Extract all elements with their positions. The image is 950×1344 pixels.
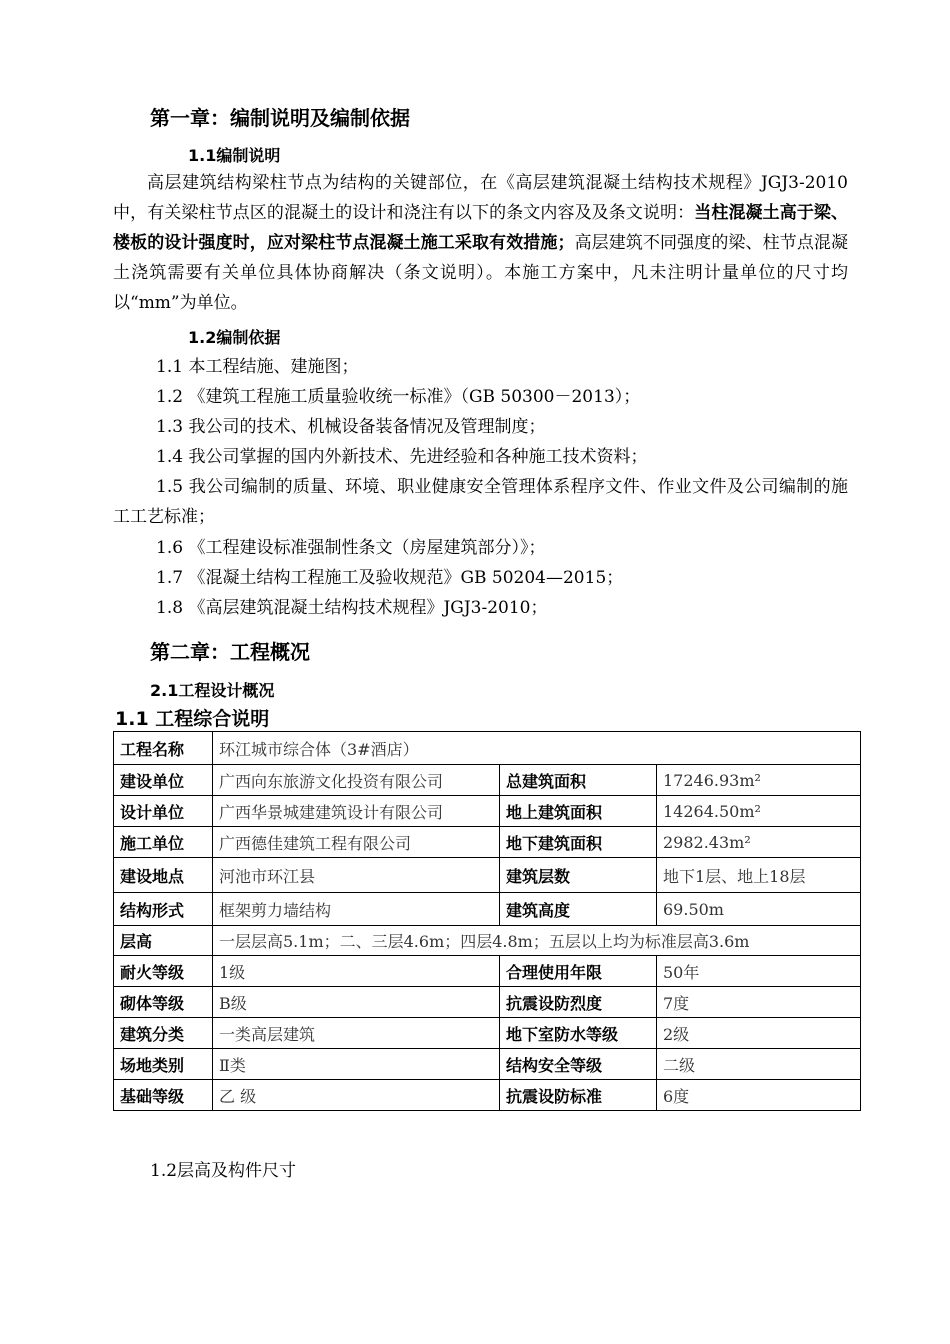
field-label: 层高 <box>114 926 213 956</box>
project-info-table <box>113 731 861 1111</box>
field-value: 69.50m <box>657 893 861 926</box>
field-label: 地上建筑面积 <box>500 796 657 827</box>
table-row <box>114 858 861 893</box>
field-label: 抗震设防烈度 <box>500 987 657 1018</box>
field-value: 广西德佳建筑工程有限公司 <box>213 827 500 858</box>
field-value: 17246.93m² <box>657 765 861 796</box>
field-value: 环江城市综合体（3#酒店） <box>213 732 861 765</box>
field-value: 地下1层、地上18层 <box>657 858 861 893</box>
table-title: 1.1 工程综合说明 <box>115 708 270 730</box>
field-value: 50年 <box>657 956 861 987</box>
basis-item: 1.3 我公司的技术、机械设备装备情况及管理制度； <box>156 417 546 437</box>
field-label: 场地类别 <box>114 1049 213 1080</box>
field-label: 施工单位 <box>114 827 213 858</box>
table-row <box>114 893 861 926</box>
section-1-2-title: 1.2编制依据 <box>188 328 281 347</box>
paragraph-text-b: 高层建筑不同强度的梁、柱节点混凝土浇筑需要有关单位具体协商解决（条文说明）。本施工方案中，凡未注明计量单位的尺寸均以“mm”为单位。 <box>113 233 849 313</box>
field-value: 14264.50m² <box>657 796 861 827</box>
field-value: 乙 级 <box>213 1080 500 1111</box>
field-value: 框架剪力墙结构 <box>213 893 500 926</box>
field-label: 耐火等级 <box>114 956 213 987</box>
paragraph-text-a: 高层建筑结构梁柱节点为结构的关键部位，在《高层建筑混凝土结构技术规程》JGJ3-2010中，有关梁柱节点区的混凝土的设计和浇注有以下的条文内容及及条文说明： <box>113 173 848 223</box>
field-value: 2级 <box>657 1018 861 1049</box>
field-label: 合理使用年限 <box>500 956 657 987</box>
field-label: 建筑层数 <box>500 858 657 893</box>
field-value: 一类高层建筑 <box>213 1018 500 1049</box>
chapter1-title: 第一章：编制说明及编制依据 <box>150 106 410 130</box>
basis-item: 1.6 《工程建设标准强制性条文（房屋建筑部分）》； <box>156 538 546 558</box>
table-row <box>114 956 861 987</box>
field-label: 建设地点 <box>114 858 213 893</box>
paragraph-text-bold: 当柱混凝土高于梁、楼板的设计强度时，应对梁柱节点混凝土施工采取有效措施； <box>113 203 849 253</box>
field-label: 设计单位 <box>114 796 213 827</box>
field-label: 建设单位 <box>114 765 213 796</box>
table-row <box>114 732 861 765</box>
table-row <box>114 1018 861 1049</box>
field-value: 2982.43m² <box>657 827 861 858</box>
table-row <box>114 987 861 1018</box>
field-value: 广西华景城建建筑设计有限公司 <box>213 796 500 827</box>
field-label: 地下建筑面积 <box>500 827 657 858</box>
field-value: 7度 <box>657 987 861 1018</box>
section-1-1-title: 1.1编制说明 <box>188 146 281 165</box>
field-label: 结构形式 <box>114 893 213 926</box>
field-label: 基础等级 <box>114 1080 213 1111</box>
table-row <box>114 1049 861 1080</box>
basis-item: 1.5 我公司编制的质量、环境、职业健康安全管理体系程序文件、作业文件及公司编制的施工工艺标准； <box>113 477 848 527</box>
field-value: 1级 <box>213 956 500 987</box>
field-value: Ⅱ类 <box>213 1049 500 1080</box>
basis-item: 1.4 我公司掌握的国内外新技术、先进经验和各种施工技术资料； <box>156 447 648 467</box>
field-label: 地下室防水等级 <box>500 1018 657 1049</box>
field-value: B级 <box>213 987 500 1018</box>
field-label: 结构安全等级 <box>500 1049 657 1080</box>
table-row <box>114 1080 861 1111</box>
field-label: 抗震设防标准 <box>500 1080 657 1111</box>
field-value: 河池市环江县 <box>213 858 500 893</box>
table-row <box>114 827 861 858</box>
basis-item: 1.8 《高层建筑混凝土结构技术规程》JGJ3-2010； <box>156 598 548 618</box>
field-value: 二级 <box>657 1049 861 1080</box>
basis-item: 1.1 本工程结施、建施图； <box>156 357 359 377</box>
basis-item: 1.7 《混凝土结构工程施工及验收规范》GB 50204—2015； <box>156 568 624 588</box>
field-label: 总建筑面积 <box>500 765 657 796</box>
field-label: 砌体等级 <box>114 987 213 1018</box>
field-value: 广西向东旅游文化投资有限公司 <box>213 765 500 796</box>
section-1-1-paragraph <box>113 168 848 318</box>
field-label: 建筑高度 <box>500 893 657 926</box>
table-row <box>114 796 861 827</box>
table-row <box>114 926 861 956</box>
field-value: 一层层高5.1m；二、三层4.6m；四层4.8m；五层以上均为标准层高3.6m <box>213 926 861 956</box>
section-2-1-title: 2.1工程设计概况 <box>150 681 275 700</box>
section-1-2-sub-title: 1.2层高及构件尺寸 <box>150 1161 297 1181</box>
basis-item: 1.2 《建筑工程施工质量验收统一标准》（GB 50300－2013）； <box>156 387 641 407</box>
field-label: 工程名称 <box>114 732 213 765</box>
field-value: 6度 <box>657 1080 861 1111</box>
table-row <box>114 765 861 796</box>
chapter2-title: 第二章：工程概况 <box>150 640 310 664</box>
field-label: 建筑分类 <box>114 1018 213 1049</box>
